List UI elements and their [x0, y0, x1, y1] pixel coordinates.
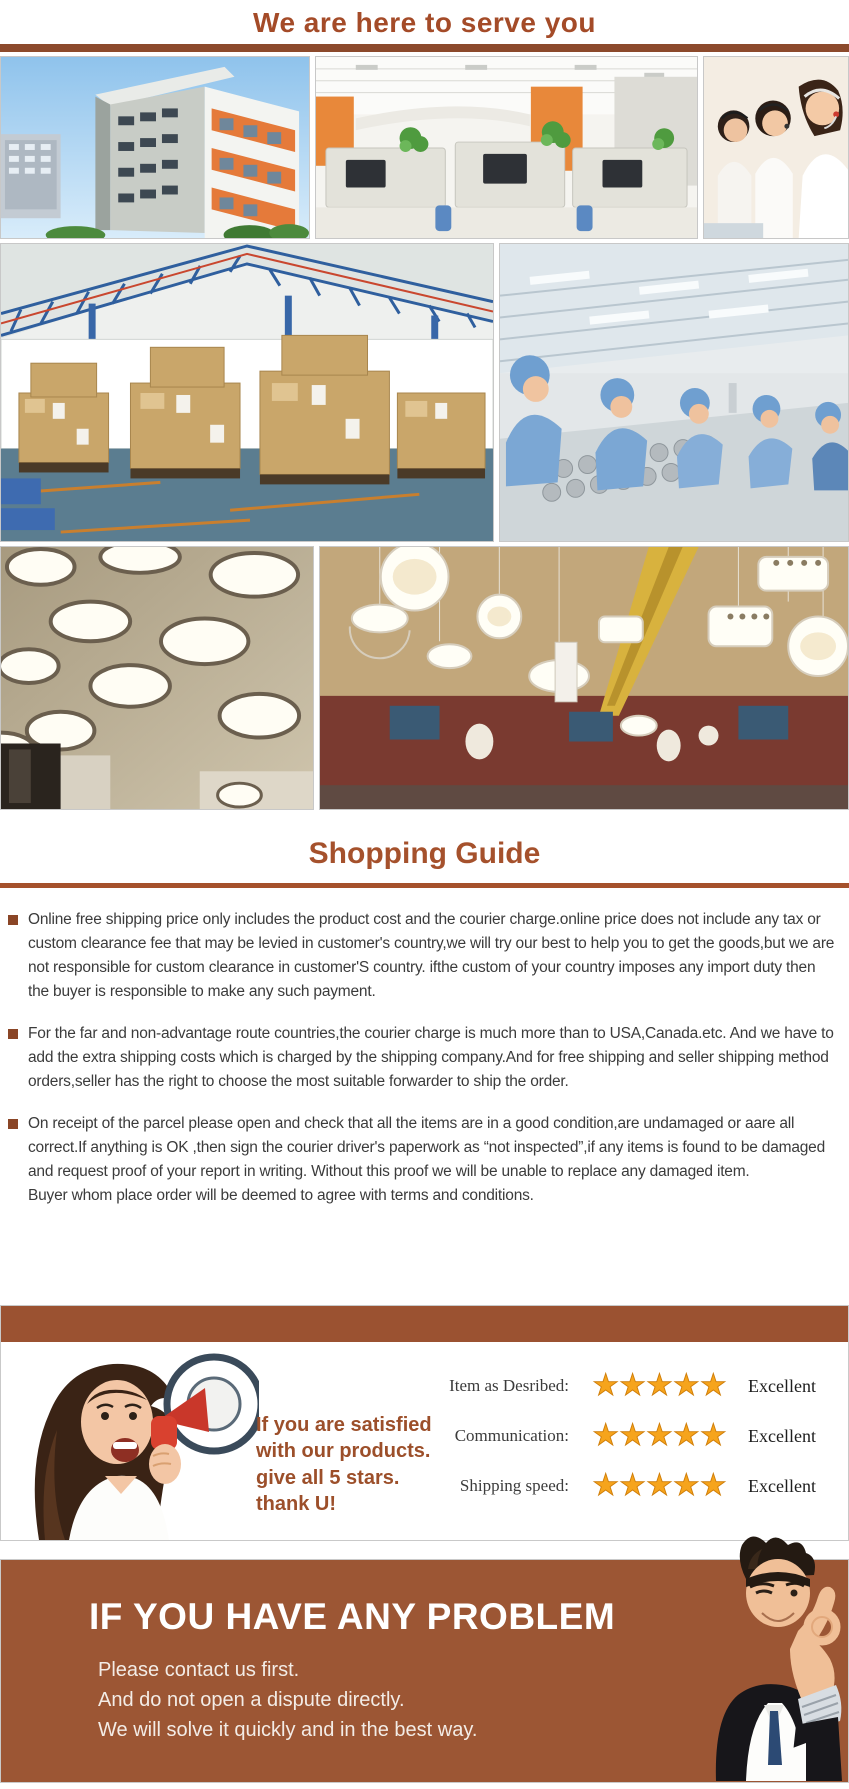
five-stars-icon: ★★★★★ — [592, 1469, 727, 1502]
bullet-paragraph: Online free shipping price only includes the product cost and the courier charge.online price does not include any tax or custom clearance fee that may be levied in customer's country,we will try our best to help you to get the goods,but we are not responsible for custom clearance in customer'S country. ifthe custom of your country imposes any import duty then the buyer is responsible to make any such payment. — [28, 911, 835, 1001]
gallery-row-2 — [0, 243, 849, 542]
showroom-illustration — [320, 547, 848, 809]
warehouse-illustration — [1, 244, 493, 541]
gallery-row-1 — [0, 56, 849, 239]
rating-row — [437, 1464, 832, 1508]
bullet-square-icon — [8, 1119, 18, 1129]
office-interior-photo — [315, 56, 698, 239]
ok-gesture-man-photo — [686, 1535, 846, 1781]
customer-support-team-photo — [703, 56, 849, 239]
bullet-text — [28, 1022, 837, 1094]
ok-gesture-man-illustration — [686, 1535, 846, 1781]
support-team-illustration — [704, 57, 848, 238]
factory-illustration — [500, 244, 848, 541]
list-item — [8, 908, 837, 1004]
five-stars-icon: ★★★★★ — [592, 1369, 727, 1402]
problem-line: We will solve it quickly and in the best way. — [98, 1719, 478, 1741]
rating-label: Communication: — [454, 1426, 569, 1445]
bullet-text — [28, 908, 837, 1004]
feedback-banner-body — [1, 1342, 848, 1540]
list-item — [8, 1112, 837, 1208]
ceiling-lights-photo — [0, 546, 314, 810]
seller-ratings — [437, 1364, 832, 1514]
shopping-guide-title: Shopping Guide — [308, 837, 541, 870]
rating-value: Excellent — [748, 1375, 816, 1396]
company-photo-gallery — [0, 56, 849, 810]
title-divider-bar — [0, 44, 849, 52]
contact-us-band — [0, 1559, 849, 1783]
message-line: give all 5 stars. — [256, 1466, 400, 1489]
bullet-text — [28, 1112, 837, 1208]
rating-label: Item as Desribed: — [449, 1376, 569, 1395]
rating-value: Excellent — [748, 1425, 816, 1446]
gallery-row-3 — [0, 546, 849, 810]
bullet-paragraph: On receipt of the parcel please open and check that all the items are in a good condition,are undamaged or aare all correct.If anything is OK ,then sign the courier driver's paperwork as “not inspected”,if any items is found to be damaged and request proof of your report in writing. Without this proof we will be unable to replace any damaged item. — [28, 1115, 826, 1181]
problem-lines — [98, 1655, 477, 1745]
rating-row — [437, 1414, 832, 1458]
megaphone-woman-illustration — [9, 1344, 259, 1540]
rating-row — [437, 1364, 832, 1408]
list-item — [8, 1022, 837, 1094]
five-stars-icon: ★★★★★ — [592, 1419, 727, 1452]
rating-label: Shipping speed: — [459, 1476, 569, 1495]
bullet-paragraph: Buyer whom place order will be deemed to agree with terms and conditions. — [28, 1187, 534, 1205]
message-line: with our products. — [256, 1440, 431, 1463]
feedback-banner-topbar — [1, 1306, 848, 1342]
megaphone-woman-photo — [9, 1344, 259, 1540]
office-illustration — [316, 57, 697, 238]
bullet-square-icon — [8, 915, 18, 925]
feedback-banner — [0, 1305, 849, 1541]
rating-value: Excellent — [748, 1475, 816, 1496]
building-illustration — [1, 57, 309, 238]
message-line: If you are satisfied — [256, 1414, 432, 1436]
message-line: thank U! — [256, 1493, 336, 1516]
bullet-paragraph: For the far and non-advantage route countries,the courier charge is much more than to USA,Canada.etc. And we have to add the extra shipping costs which is charged by the shipping company.And for free shipping and seller shipping method orders,seller has the right to choose the most suitable forwarder to ship the order. — [28, 1025, 834, 1091]
problem-heading: IF YOU HAVE ANY PROBLEM — [89, 1596, 616, 1637]
company-building-photo — [0, 56, 310, 239]
ceiling-lights-illustration — [1, 547, 313, 809]
page-title: We are here to serve you — [253, 7, 596, 38]
bullet-square-icon — [8, 1029, 18, 1039]
lighting-showroom-photo — [319, 546, 849, 810]
problem-line: Please contact us first. — [98, 1659, 300, 1681]
warehouse-photo — [0, 243, 494, 542]
problem-line: And do not open a dispute directly. — [98, 1689, 405, 1711]
factory-assembly-line-photo — [499, 243, 849, 542]
shopping-guide-list — [0, 888, 849, 1208]
